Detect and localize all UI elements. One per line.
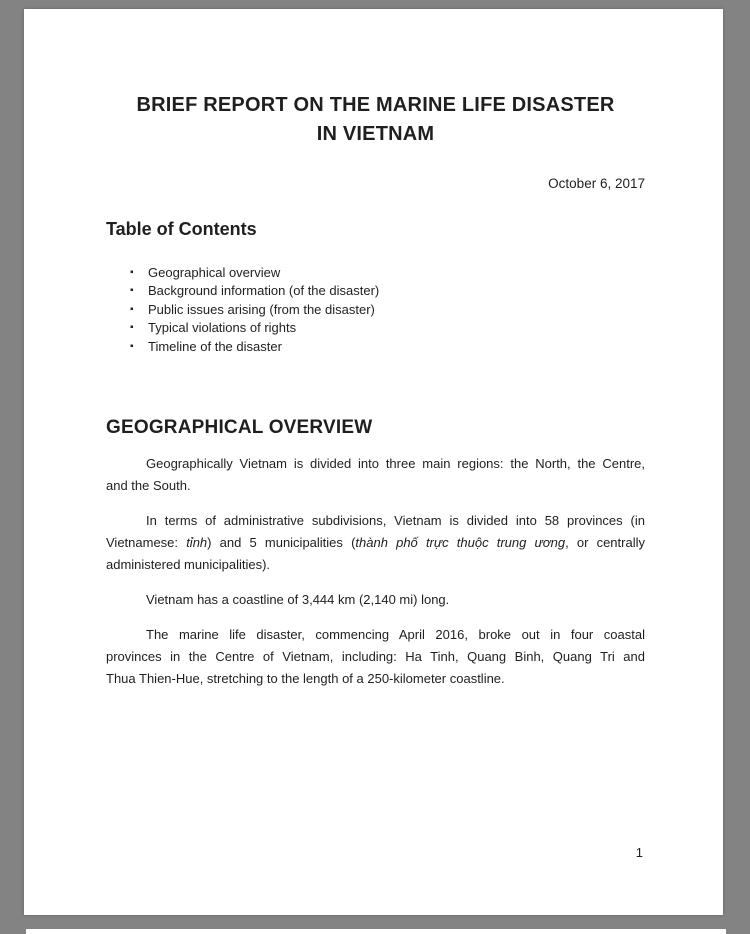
text-line: Thua Thien-Hue, stretching to the length of a 250-kilometer coastline. <box>106 671 505 687</box>
toc-item <box>106 264 645 282</box>
toc-list <box>106 264 645 356</box>
paragraph <box>106 510 645 576</box>
toc-item-label: Background information (of the disaster) <box>148 283 380 299</box>
page-number: 1 <box>635 845 643 860</box>
document-page <box>24 9 723 915</box>
toc-item-label: Geographical overview <box>148 265 281 280</box>
text-line: Geographically Vietnam is divided into three main regions: the North, the Centre, <box>146 456 645 472</box>
text-line: The marine life disaster, commencing April 2016, broke out in four coastal <box>146 627 645 643</box>
paragraph <box>106 453 645 497</box>
text-line: provinces in the Centre of Vietnam, including: Ha Tinh, Quang Binh, Quang Tri and <box>106 649 645 665</box>
text-line: Vietnamese: tỉnh) and 5 municipalities (thành phố trực thuộc trung ương, or centrally <box>106 535 645 551</box>
text-line: Vietnam has a coastline of 3,444 km (2,140 mi) long. <box>146 592 450 608</box>
report-title-line-1: BRIEF REPORT ON THE MARINE LIFE DISASTER <box>136 94 615 116</box>
toc-item <box>106 319 645 337</box>
paragraph <box>106 589 645 611</box>
text-line: administered municipalities). <box>106 557 271 573</box>
bullet-square-icon: ▪ <box>130 285 134 297</box>
toc-item <box>106 301 645 319</box>
toc-item-label: Timeline of the disaster <box>148 338 282 354</box>
toc-item-label: Typical violations of rights <box>148 320 297 336</box>
paragraph <box>106 624 645 690</box>
next-page-edge <box>26 929 726 934</box>
bullet-square-icon: ▪ <box>130 322 134 334</box>
text-line: and the South. <box>106 478 191 494</box>
toc-item <box>106 338 645 356</box>
bullet-square-icon: ▪ <box>130 303 134 315</box>
toc-item-label: Public issues arising (from the disaster) <box>148 301 375 317</box>
report-title-line-2: IN VIETNAM <box>316 123 435 145</box>
section-heading-geographical-overview: GEOGRAPHICAL OVERVIEW <box>106 417 373 439</box>
text-line: In terms of administrative subdivisions, Vietnam is divided into 58 provinces (in <box>146 513 645 529</box>
toc-item <box>106 282 645 300</box>
toc-heading: Table of Contents <box>106 219 257 239</box>
bullet-square-icon: ▪ <box>130 340 134 352</box>
bullet-square-icon: ▪ <box>130 267 134 278</box>
report-date: October 6, 2017 <box>548 176 645 191</box>
